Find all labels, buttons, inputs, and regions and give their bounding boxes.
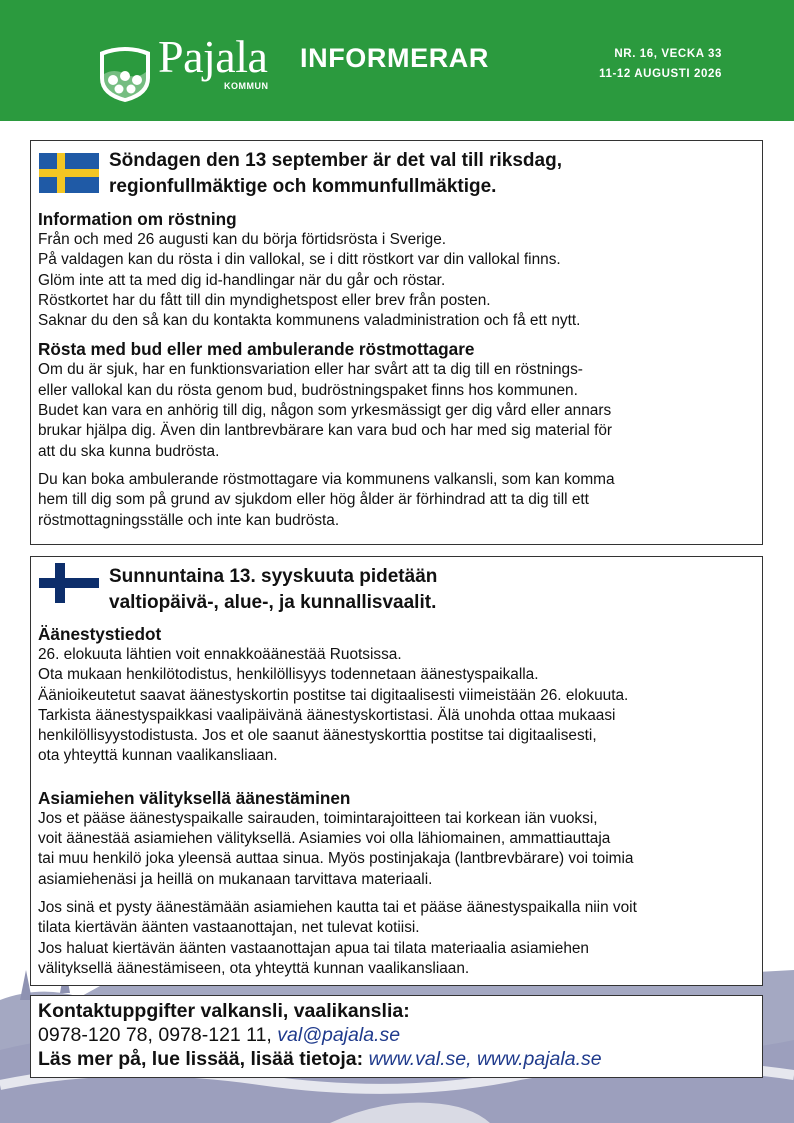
contact-phone-line	[38, 1023, 602, 1047]
text-line: Äänioikeutetut saavat äänestyskortin postitse tai digitaalisesti viimeistään 26. elokuuta.	[38, 686, 629, 704]
bud-heading: Rösta med bud eller med ambulerande röstmottagare	[38, 339, 475, 360]
swedish-title	[109, 148, 562, 200]
text-line: Röstkortet har du fått till din myndighetspost eller brev från posten.	[38, 291, 491, 309]
text-line: Budet kan vara en anhörig till dig, någon som yrkesmässigt ger dig vård eller annars	[38, 402, 612, 420]
finnish-section	[30, 556, 763, 986]
text-line: tai muu henkilö joka yleensä auttaa sinua. Myös postinjakaja (lantbrevbärare) voi toimia	[38, 850, 634, 868]
proxy-heading: Asiamiehen välityksellä äänestäminen	[38, 787, 351, 808]
contact-heading: Kontaktuppgifter valkansli, vaalikanslia:	[38, 1000, 410, 1022]
text-line: Glöm inte att ta med dig id-handlingar när du går och röstar.	[38, 271, 446, 289]
text-line: Tarkista äänestyspaikkasi vaalipäivänä äänestyskortistasi. Älä unohda ottaa mukaasi	[38, 706, 616, 724]
text-line: Jos sinä et pysty äänestämään asiamiehen kautta tai et pääse äänestyspaikalla niin voit	[38, 898, 637, 916]
text-line: ota yhteyttä kunnan vaalikansliaan.	[38, 747, 278, 765]
text-line: Jos haluat kiertävän äänten vastaanottajan apua tai tilata materiaalia asiamiehen	[38, 939, 589, 957]
text-line: 26. elokuuta lähtien voit ennakkoäänestää Ruotsissa.	[38, 646, 402, 663]
text-line: att du ska kunna budrösta.	[38, 442, 220, 460]
finnish-flag-icon	[39, 563, 99, 603]
text-line: Om du är sjuk, har en funktionsvariation eller har svårt att ta dig till en röstnings-	[38, 361, 583, 379]
info-heading: Information om röstning	[38, 209, 237, 229]
contact-email-link[interactable]: val@pajala.se	[277, 1024, 401, 1046]
header-banner	[0, 0, 794, 121]
text-line: hem till dig som på grund av sjukdom eller hög ålder är förhindrad att ta dig till ett	[38, 491, 589, 509]
contact-content	[38, 999, 602, 1071]
text-line: Saknar du den så kan du kontakta kommunens valadministration och få ett nytt.	[38, 312, 581, 330]
finnish-title-line: Sunnuntaina 13. syyskuuta pidetään	[109, 566, 438, 587]
swedish-section	[30, 140, 763, 545]
contact-phones: 0978-120 78, 0978-121 11,	[38, 1024, 278, 1046]
text-line: Du kan boka ambulerande röstmottagare via kommunens valkansli, som kan komma	[38, 470, 615, 488]
logo-sub: KOMMUN	[224, 81, 269, 91]
info-heading: Äänestystiedot	[38, 624, 162, 644]
text-line: tilata kiertävän äänten vastaanottajan, net tulevat kotiisi.	[38, 919, 420, 937]
pajala-shield-icon	[98, 38, 152, 104]
text-line: eller vallokal kan du rösta genom bud, budröstningspaket finns hos kommunen.	[38, 381, 578, 399]
issue-date: 11-12 AUGUSTI 2026	[599, 68, 722, 80]
swedish-flag-icon	[39, 153, 99, 193]
swedish-title-line: Söndagen den 13 september är det val till riksdag,	[109, 150, 562, 171]
finnish-content	[38, 624, 754, 979]
read-more-label: Läs mer på, lue lissää, lisää tietoja:	[38, 1048, 369, 1070]
finnish-title	[109, 564, 437, 616]
issue-info	[599, 44, 722, 84]
text-line: Jos et pääse äänestyspaikalle sairauden, toimintarajoitteen tai korkean iän vuoksi,	[38, 809, 598, 827]
newsletter-title: INFORMERAR	[300, 43, 489, 73]
website-links[interactable]: www.val.se, www.pajala.se	[368, 1048, 602, 1070]
contact-links-line	[38, 1047, 602, 1071]
text-line: brukar hjälpa dig. Även din lantbrevbärare kan vara bud och har med sig material för	[38, 422, 613, 440]
logo-name: Pajala	[158, 31, 268, 82]
contact-section	[30, 995, 763, 1078]
swedish-content	[38, 209, 754, 531]
text-line: Från och med 26 augusti kan du börja förtidsrösta i Sverige.	[38, 231, 447, 248]
issue-number: NR. 16, VECKA 33	[614, 48, 722, 60]
text-line: röstmottagningsställe och inte kan budrösta.	[38, 511, 340, 529]
text-line: voit äänestää asiamiehen välityksellä. Asiamies voi olla lähiomainen, ammattiauttaja	[38, 830, 611, 848]
text-line: Ota mukaan henkilötodistus, henkilöllisyys todennetaan äänestyspaikalla.	[38, 666, 539, 684]
finnish-title-line: valtiopäivä-, alue-, ja kunnallisvaalit.	[109, 592, 437, 613]
swedish-title-line: regionfullmäktige och kommunfullmäktige.	[109, 176, 497, 197]
text-line: välityksellä äänestämiseen, ota yhteyttä kunnan vaalikansliaan.	[38, 959, 470, 977]
text-line: henkilöllisyystodistusta. Jos et ole saanut äänestyskorttia postitse tai digitaalisesti,	[38, 727, 597, 745]
text-line: På valdagen kan du rösta i din vallokal, se i ditt röstkort var din vallokal finns.	[38, 251, 561, 269]
text-line: asiamiehenäsi ja heillä on mukanaan tarvittava materiaali.	[38, 870, 433, 888]
